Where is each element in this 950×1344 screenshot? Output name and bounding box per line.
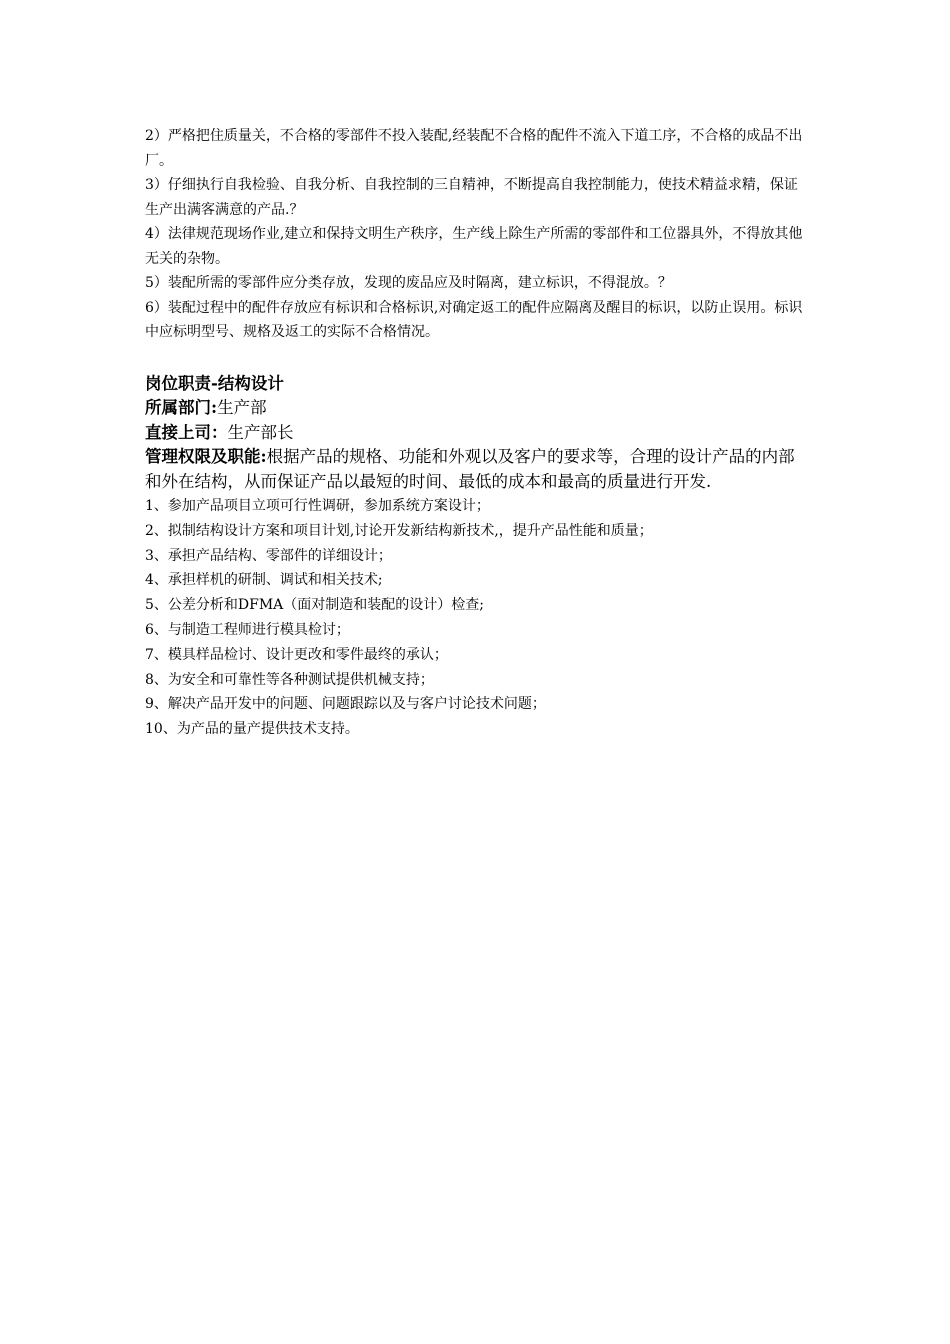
duty-item-4: 4、承担样机的研制、调试和相关技术; (145, 572, 383, 589)
duty-item-6: 6、与制造工程师进行模具检讨； (145, 621, 350, 638)
duty-item-3: 3、承担产品结构、零部件的详细设计； (145, 547, 392, 564)
document-page (145, 124, 810, 742)
assembly-requirements-list (145, 124, 810, 345)
authority-label: 管理权限及职能: (145, 447, 267, 466)
section-spacer (145, 345, 810, 372)
duties-list (145, 494, 810, 742)
supervisor-value: 生产部长 (227, 422, 294, 442)
requirement-item-4: 4）法律规范现场作业,建立和保持文明生产秩序，生产线上除生产所需的零部件和工位器具外，不得放其他无关的杂物。 (145, 226, 803, 267)
department-label: 所属部门: (145, 398, 218, 417)
duty-item-5: 5、公差分析和DFMA（面对制造和装配的设计）检查; (145, 597, 485, 614)
duty-item-1: 1、参加产品项目立项可行性调研，参加系统方案设计； (145, 498, 490, 514)
job-description-header (145, 372, 810, 495)
requirement-item-2: 2）严格把住质量关，不合格的零部件不投入装配,经装配不合格的配件不流入下道工序，不合格的成品不出厂。 (145, 128, 803, 169)
duty-item-8: 8、为安全和可靠性等各种测试提供机械支持； (145, 671, 434, 688)
section-title: 岗位职责-结构设计 (145, 373, 284, 393)
duty-item-9: 9、解决产品开发中的问题、问题跟踪以及与客户讨论技术问题； (145, 696, 546, 713)
duty-item-2: 2、拟制结构设计方案和项目计划,讨论开发新结构新技术,，提升产品性能和质量； (145, 522, 653, 539)
authority-value: 根据产品的规格、功能和外观以及客户的要求等，合理的设计产品的内部和外在结构，从而保证产品以最短的时间、最低的成本和最高的质量进行开发. (145, 447, 795, 491)
department-value: 生产部 (217, 398, 267, 417)
authority-line (145, 445, 810, 494)
duty-item-10: 10、为产品的量产提供技术支持。 (145, 721, 359, 738)
department-line (145, 396, 810, 421)
requirement-item-3: 3）仔细执行自我检验、自我分析、自我控制的三自精神，不断提高自我控制能力，使技术精益求精，保证生产出满客满意的产品.？ (145, 177, 798, 218)
supervisor-label: 直接上司： (145, 422, 228, 442)
requirement-item-5: 5）装配所需的零部件应分类存放，发现的废品应及时隔离，建立标识，不得混放。？ (145, 275, 672, 291)
duty-item-7: 7、模具样品检讨、设计更改和零件最终的承认； (145, 646, 448, 663)
supervisor-line (145, 421, 810, 446)
requirement-item-6: 6）装配过程中的配件存放应有标识和合格标识,对确定返工的配件应隔离及醒目的标识，以防止误用。标识中应标明型号、规格及返工的实际不合格情况。 (145, 299, 803, 340)
